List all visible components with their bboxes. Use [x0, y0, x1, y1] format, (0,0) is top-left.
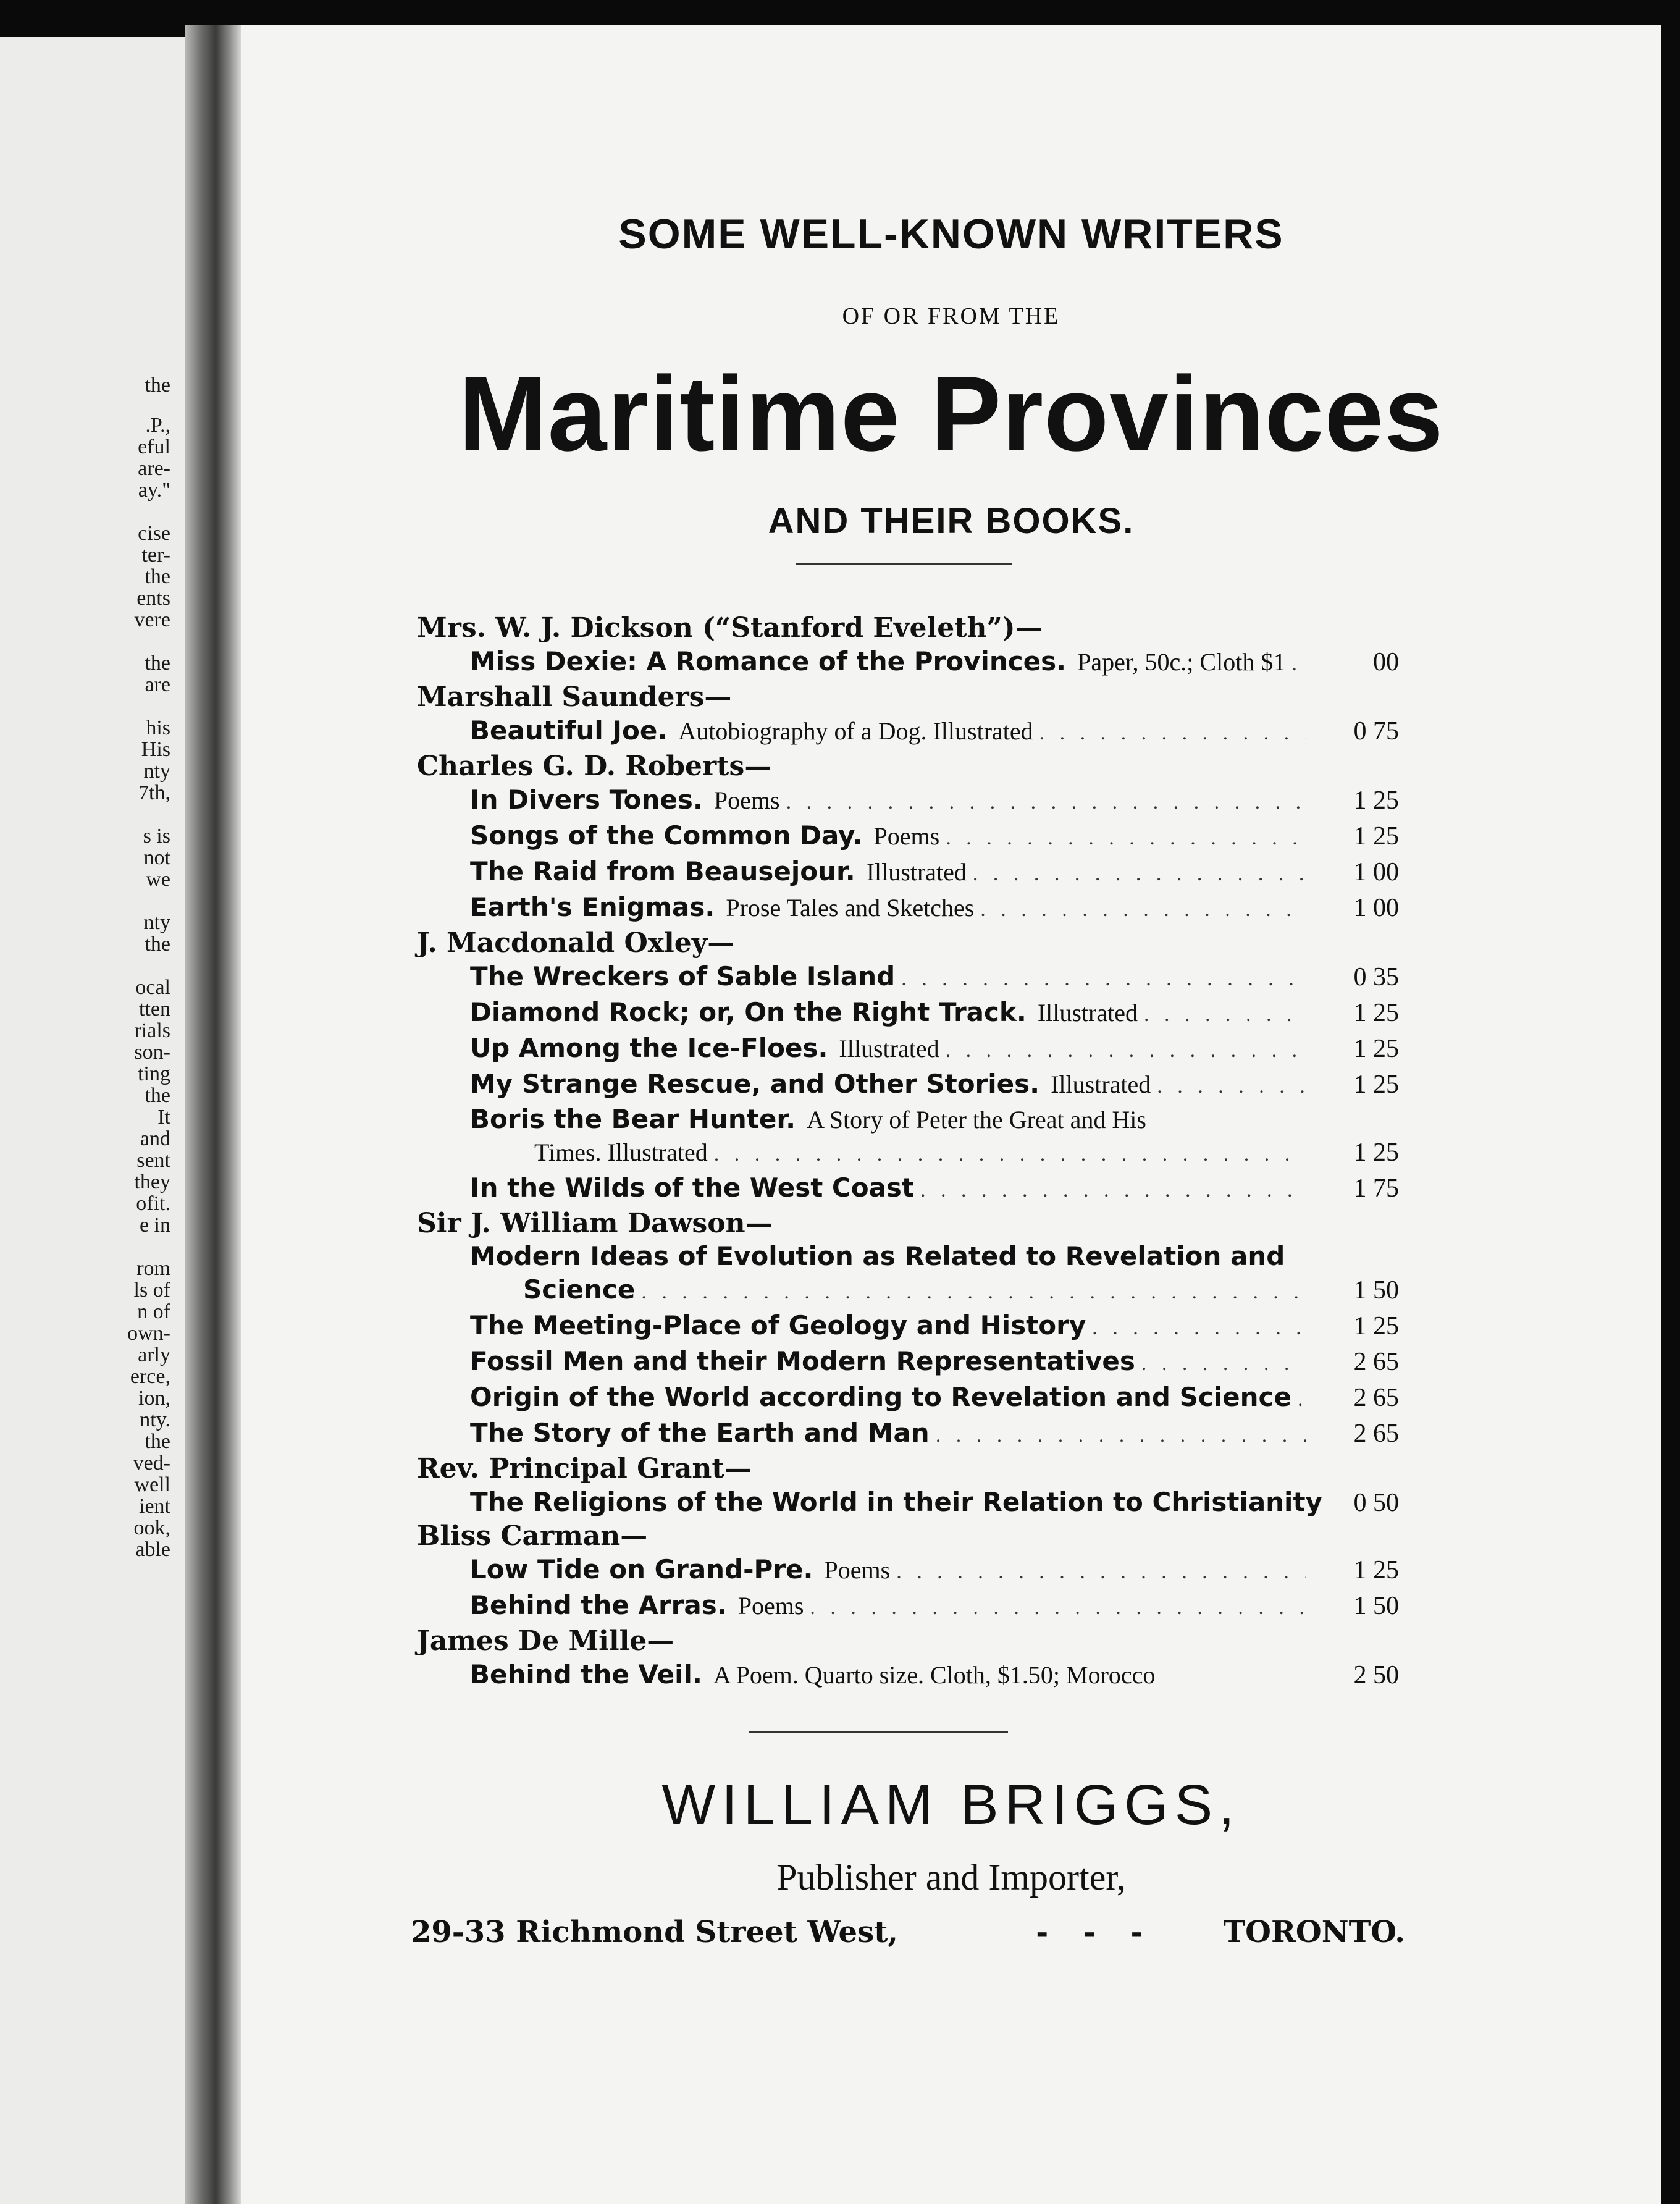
book-listing	[417, 612, 1399, 1692]
book-price: 1 25	[1353, 1070, 1399, 1099]
leader-dots	[1092, 1311, 1306, 1345]
book-entry	[470, 1171, 1399, 1207]
leader-dots	[1144, 998, 1306, 1032]
book-title: The Wreckers of Sable Island	[470, 961, 896, 991]
book-entry	[470, 1345, 1399, 1381]
facing-page-text: nty	[143, 911, 170, 934]
author-name: J. Macdonald Oxley—	[417, 927, 735, 959]
book-price: 1 50	[1353, 1276, 1399, 1305]
book-price: 0 50	[1353, 1489, 1399, 1517]
facing-page-text: and	[140, 1127, 170, 1150]
leader-dots	[936, 1419, 1306, 1452]
book-title: Diamond Rock; or, On the Right Track.	[470, 997, 1027, 1027]
facing-page-text: cise	[138, 522, 170, 545]
facing-page-text: the	[145, 1084, 170, 1107]
author-name: Marshall Saunders—	[417, 681, 732, 713]
author-name: Bliss Carman—	[417, 1520, 648, 1552]
book-title: Origin of the World according to Revelation and Science	[470, 1382, 1292, 1412]
book-price: 1 25	[1353, 1138, 1399, 1167]
book-description: Prose Tales and Sketches	[726, 894, 975, 922]
author-name: Mrs. W. J. Dickson (“Stanford Eveleth”)—	[417, 612, 1043, 644]
facing-page-text: e in	[139, 1214, 170, 1237]
facing-page-text: are-	[138, 457, 170, 480]
facing-page-text: ved-	[133, 1452, 170, 1474]
advertisement-page	[241, 25, 1661, 2204]
book-description: Poems	[713, 786, 780, 814]
facing-page-text: the	[145, 652, 170, 675]
book-continuation: Science	[523, 1274, 636, 1305]
book-price: 0 35	[1353, 963, 1399, 991]
leader-dots	[1141, 1347, 1306, 1381]
book-entry	[417, 1103, 1399, 1171]
book-title: Earth's Enigmas.	[470, 892, 715, 922]
publisher-name: WILLIAM BRIGGS,	[662, 1773, 1241, 1836]
book-description: Illustrated	[1037, 999, 1138, 1027]
facing-page-text: s is	[143, 825, 170, 848]
street-address: 29-33 Richmond Street West,	[411, 1915, 898, 1950]
facing-page-text: we	[146, 868, 170, 891]
leader-dots	[973, 857, 1306, 891]
book-title: Boris the Bear Hunter.	[470, 1104, 796, 1134]
book-description: Illustrated	[1051, 1070, 1151, 1098]
leader-dots	[714, 1138, 1306, 1171]
facing-page-text: rom	[136, 1257, 170, 1280]
facing-page-text: are	[145, 673, 170, 696]
book-price: 0 75	[1353, 717, 1399, 746]
book-description: Poems	[873, 822, 940, 850]
author-name: Charles G. D. Roberts—	[417, 751, 772, 782]
book-title: The Religions of the World in their Relation to Christianity	[470, 1487, 1322, 1517]
facing-page-text: ocal	[135, 976, 170, 999]
book-title: Up Among the Ice-Floes.	[470, 1033, 828, 1063]
leader-dots	[1157, 1070, 1306, 1103]
facing-page-text: tten	[139, 998, 170, 1020]
header-their-books: AND THEIR BOOKS.	[768, 501, 1135, 541]
book-price: 2 65	[1353, 1384, 1399, 1412]
book-entry	[470, 1067, 1399, 1103]
header-of-or-from: OF OR FROM THE	[842, 303, 1060, 329]
facing-page-text: nty	[143, 760, 170, 783]
facing-page-text: his	[146, 717, 170, 739]
book-title: Fossil Men and their Modern Representatives	[470, 1346, 1135, 1376]
book-price: 1 25	[1353, 822, 1399, 851]
facing-page-text: rials	[134, 1019, 170, 1042]
book-entry	[470, 819, 1399, 855]
book-title: The Story of the Earth and Man	[470, 1418, 930, 1448]
leader-dots	[946, 1034, 1306, 1067]
facing-page-text: the	[145, 565, 170, 588]
book-entry	[470, 1658, 1399, 1692]
facing-page-text: own-	[127, 1322, 170, 1345]
book-continuation-line	[523, 1273, 1399, 1309]
book-price: 1 25	[1353, 786, 1399, 815]
book-first-line	[470, 1103, 1399, 1136]
facing-page-text: they	[134, 1171, 170, 1193]
divider-rule	[749, 1731, 1008, 1733]
book-first-line	[470, 1240, 1399, 1273]
book-entry	[417, 1240, 1399, 1309]
facing-page-text: nty.	[140, 1408, 170, 1431]
facing-page-text: His	[141, 738, 170, 761]
book-entry	[470, 891, 1399, 927]
book-title: Behind the Veil.	[470, 1659, 702, 1689]
book-price: 1 25	[1353, 1312, 1399, 1340]
book-entry	[470, 783, 1399, 819]
address-dashes: - - -	[1036, 1915, 1156, 1950]
book-continuation-line	[523, 1136, 1399, 1171]
book-title: Beautiful Joe.	[470, 715, 668, 746]
book-entry	[470, 1381, 1399, 1416]
header-writers: SOME WELL-KNOWN WRITERS	[618, 211, 1284, 258]
book-continuation: Times. Illustrated	[534, 1138, 708, 1166]
book-price: 1 25	[1353, 1556, 1399, 1584]
leader-dots	[641, 1276, 1306, 1309]
facing-page-fragment	[0, 37, 185, 2204]
book-description: Illustrated	[839, 1035, 939, 1062]
book-entry	[470, 996, 1399, 1032]
author-name: Sir J. William Dawson—	[417, 1208, 773, 1239]
facing-page-text: arly	[138, 1344, 170, 1366]
leader-dots	[1040, 717, 1306, 750]
book-entry	[470, 1416, 1399, 1452]
facing-page-text: erce,	[130, 1365, 170, 1388]
leader-dots	[1298, 1383, 1306, 1416]
book-entry	[470, 1032, 1399, 1067]
book-price: 1 75	[1353, 1174, 1399, 1203]
facing-page-text: n of	[137, 1300, 170, 1323]
facing-page-text: the	[145, 933, 170, 956]
facing-page-text: ofit.	[136, 1192, 170, 1215]
book-title: Behind the Arras.	[470, 1590, 727, 1620]
book-description: Poems	[824, 1556, 891, 1584]
facing-page-text: able	[135, 1538, 170, 1561]
book-price: 1 50	[1353, 1592, 1399, 1620]
facing-page-text: 7th,	[138, 781, 170, 804]
leader-dots	[1292, 647, 1306, 681]
book-price: 1 25	[1353, 999, 1399, 1027]
book-title: In the Wilds of the West Coast	[470, 1172, 914, 1203]
book-price: 1 25	[1353, 1035, 1399, 1063]
book-title: My Strange Rescue, and Other Stories.	[470, 1069, 1040, 1099]
book-entry	[470, 1553, 1399, 1589]
book-description: Autobiography of a Dog. Illustrated	[678, 717, 1033, 745]
book-price: 2 50	[1353, 1661, 1399, 1689]
facing-page-text: vere	[134, 608, 170, 631]
facing-page-text: ook,	[133, 1516, 170, 1539]
facing-page-text: son-	[134, 1041, 170, 1064]
leader-dots	[810, 1591, 1306, 1625]
book-price: 00	[1373, 648, 1399, 676]
book-price: 1 00	[1353, 858, 1399, 886]
facing-page-text: ter-	[141, 544, 170, 566]
book-description: Poems	[737, 1592, 804, 1620]
leader-dots	[786, 786, 1306, 819]
leader-dots	[896, 1555, 1306, 1589]
divider-rule	[796, 563, 1012, 565]
book-description: A Story of Peter the Great and His	[807, 1106, 1146, 1134]
page-title: Maritime Provinces	[458, 355, 1444, 473]
book-price: 2 65	[1353, 1420, 1399, 1448]
facing-page-text: It	[158, 1106, 170, 1129]
book-entry	[470, 1589, 1399, 1625]
facing-page-text: sent	[136, 1149, 170, 1172]
facing-page-text: ting	[138, 1062, 170, 1085]
book-description: Paper, 50c.; Cloth $1	[1077, 648, 1286, 676]
leader-dots	[980, 893, 1306, 927]
city: TORONTO.	[1223, 1915, 1405, 1950]
book-title: Songs of the Common Day.	[470, 820, 863, 851]
book-entry	[470, 645, 1399, 681]
facing-page-text: ient	[139, 1495, 170, 1518]
book-title: In Divers Tones.	[470, 784, 703, 815]
book-entry	[470, 1486, 1399, 1520]
book-title: The Meeting-Place of Geology and History	[470, 1310, 1086, 1340]
book-entry	[470, 1309, 1399, 1345]
author-name: Rev. Principal Grant—	[417, 1453, 752, 1484]
facing-page-text: well	[134, 1473, 170, 1496]
facing-page-text: ion,	[138, 1387, 170, 1410]
book-title: Miss Dexie: A Romance of the Provinces.	[470, 646, 1067, 676]
book-price: 1 00	[1353, 894, 1399, 922]
leader-dots	[946, 822, 1306, 855]
facing-page-text: ay."	[138, 479, 170, 502]
facing-page-text: the	[145, 1430, 170, 1453]
book-gutter	[185, 25, 241, 2204]
publisher-address-line	[411, 1915, 1405, 1950]
facing-page-text: ls of	[133, 1279, 170, 1302]
publisher-role: Publisher and Importer,	[776, 1857, 1126, 1898]
book-entry	[470, 960, 1399, 996]
book-price: 2 65	[1353, 1348, 1399, 1376]
book-title: Low Tide on Grand-Pre.	[470, 1554, 813, 1584]
book-entry	[470, 714, 1399, 750]
leader-dots	[920, 1174, 1306, 1207]
author-name: James De Mille—	[417, 1625, 674, 1657]
facing-page-text: eful	[138, 435, 170, 458]
book-title: Modern Ideas of Evolution as Related to Revelation and	[470, 1241, 1285, 1271]
book-description: Illustrated	[866, 858, 967, 886]
facing-page-text: ents	[136, 587, 170, 610]
facing-page-text: the	[145, 374, 170, 397]
facing-page-text: not	[143, 846, 170, 869]
book-title: The Raid from Beausejour.	[470, 856, 855, 886]
leader-dots	[901, 962, 1306, 996]
book-entry	[470, 855, 1399, 891]
facing-page-text: .P.,	[145, 414, 170, 437]
book-description: A Poem. Quarto size. Cloth, $1.50; Morocco	[713, 1661, 1156, 1689]
